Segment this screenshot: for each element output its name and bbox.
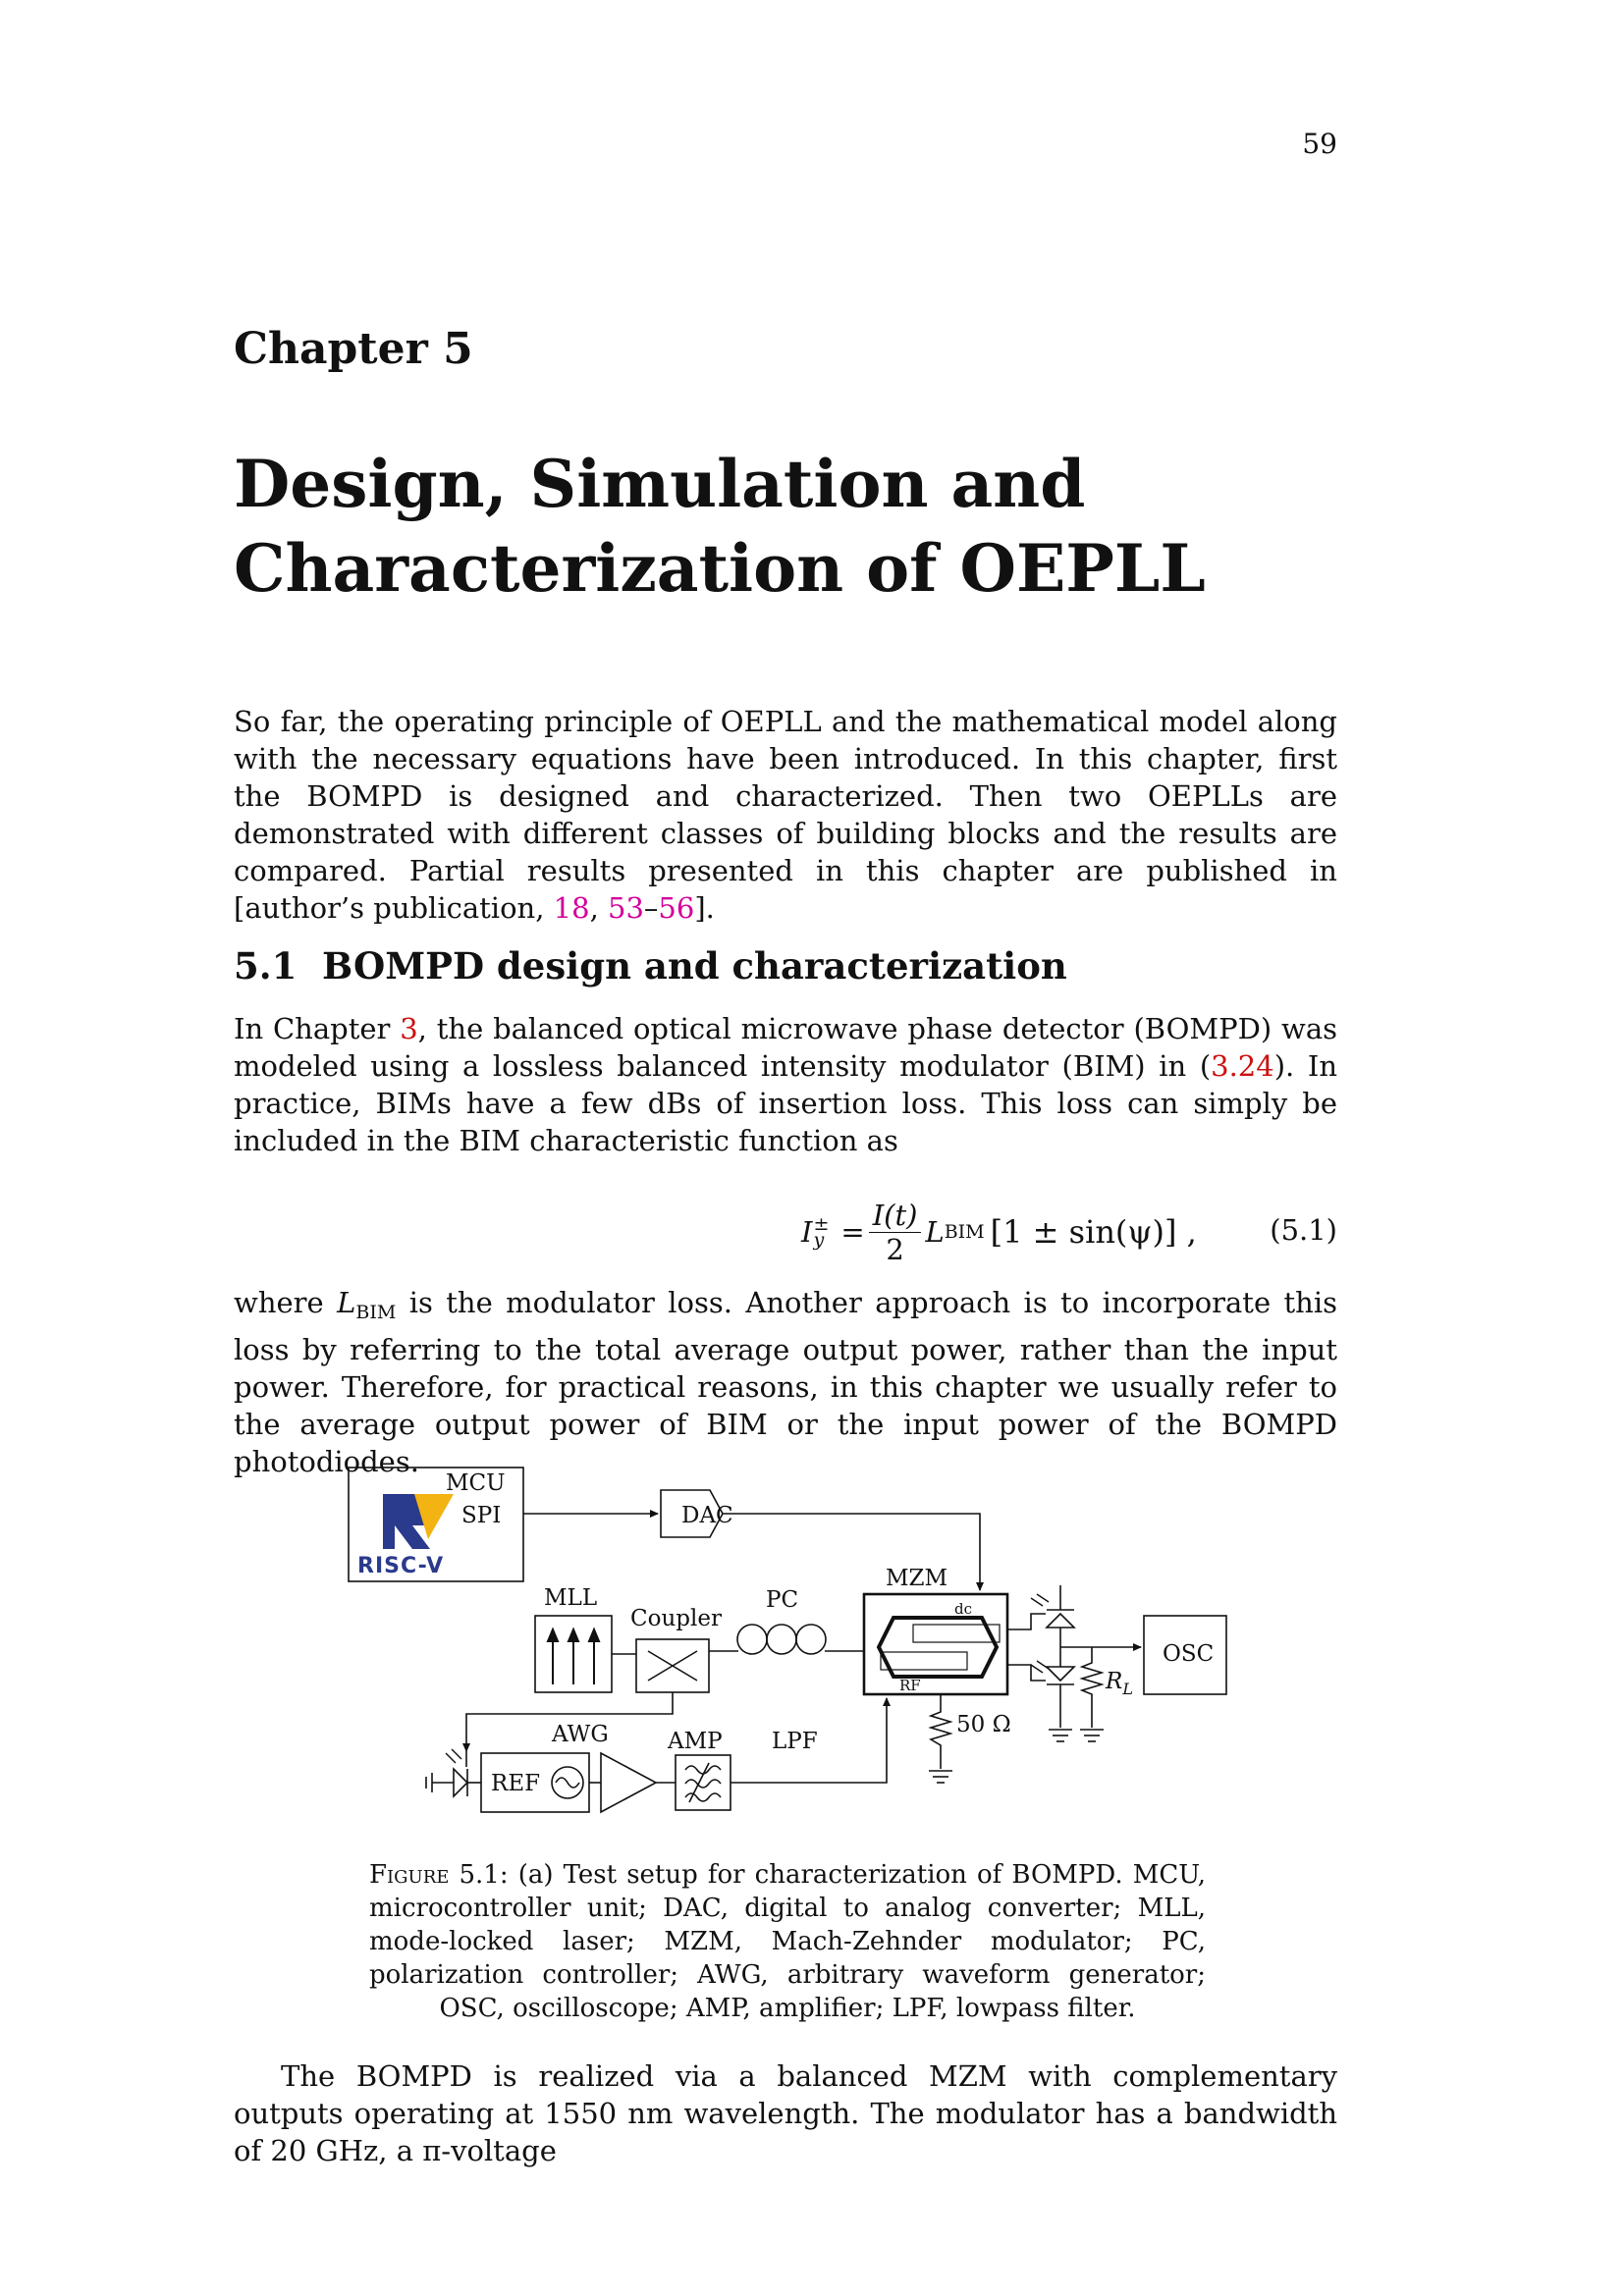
eq-equals: = xyxy=(840,1215,865,1249)
eq-lhs-sup: ± xyxy=(813,1213,830,1235)
intro-text: So far, the operating principle of OEPLL and the mathematical model along with the necessary equations have been introduced. In this chapter, first the BOMPD is designed and characterized. Then two OEPLLs are demonstrated with different classes of building blocks and the results are compared. Partial results presented in this chapter are published in [author’s publication, xyxy=(234,705,1337,925)
intro-separator: , xyxy=(589,891,608,925)
intro-end: ]. xyxy=(694,891,715,925)
citation-18[interactable]: 18 xyxy=(553,891,590,925)
label-spi: SPI xyxy=(461,1503,502,1528)
label-awg: AWG xyxy=(552,1722,609,1747)
figure-5-1 xyxy=(344,1463,1237,1855)
termination-resistor xyxy=(931,1694,950,1769)
equation-number: (5.1) xyxy=(1270,1213,1337,1247)
load-resistor xyxy=(1082,1647,1102,1728)
page-number: 59 xyxy=(1302,128,1337,160)
intro-dash: – xyxy=(643,891,659,925)
riscv-logo-text: RISC-V xyxy=(357,1554,445,1578)
section-title: BOMPD design and characterization xyxy=(322,944,1067,988)
para3-symbol: L xyxy=(337,1286,356,1319)
para2-text-b: , the balanced optical microwave phase detector (BOMPD) was modeled using a lossless balanced intensity modulator (BIM) in ( xyxy=(234,1012,1337,1083)
section-heading xyxy=(234,944,1067,988)
para4-text: The BOMPD is realized via a balanced MZM with complementary outputs operating at 1550 nm wavelength. The modulator has a bandwidth of 20 GHz, a π-voltage xyxy=(234,2059,1337,2167)
label-lpf: LPF xyxy=(772,1729,818,1754)
para2-text-a: In Chapter xyxy=(234,1012,401,1045)
mzm-block xyxy=(864,1594,1007,1694)
chapter-title-line-2: Characterization of OEPLL xyxy=(234,530,1206,607)
para3-text-a: where xyxy=(234,1286,338,1319)
test-setup-diagram xyxy=(344,1463,1237,1855)
label-rf: RF xyxy=(899,1677,921,1694)
para3-symbol-sub: BIM xyxy=(355,1302,397,1323)
para2-text-c: ). In practice, BIMs have a few dBs of insertion loss. This loss can simply be included in the BIM characteristic function as xyxy=(234,1049,1338,1157)
intro-paragraph xyxy=(234,703,1337,927)
eq-fraction xyxy=(869,1199,922,1266)
chapter-title xyxy=(234,442,1206,611)
label-mcu: MCU xyxy=(446,1470,506,1496)
equation-reference[interactable]: 3.24 xyxy=(1211,1049,1274,1083)
eq-bracket: [1 ± sin(ψ)] , xyxy=(990,1213,1197,1251)
label-amp: AMP xyxy=(668,1729,723,1754)
eq-lhs-sub: y xyxy=(813,1229,825,1251)
body-paragraph-3 xyxy=(234,2057,1337,2169)
caption-label: Figure 5.1: xyxy=(369,1860,509,1890)
section-number: 5.1 xyxy=(234,944,298,988)
label-rl: $R_L$ xyxy=(1106,1669,1133,1698)
label-mll: MLL xyxy=(544,1585,598,1611)
riscv-logo xyxy=(357,1494,454,1578)
label-dc: dc xyxy=(954,1600,973,1618)
eq-loss-sub: BIM xyxy=(944,1221,985,1243)
chapter-reference[interactable]: 3 xyxy=(400,1012,418,1045)
para3-text-b: is the modulator loss. Another approach is to incorporate this loss by referring to the total average output power, rather than the input power. Therefore, for practical reasons, in this chapter we usually refer to the average output power of BIM or the input power of the BOMPD photodiodes. xyxy=(234,1286,1337,1478)
label-pc: PC xyxy=(766,1587,799,1613)
photodiode-top xyxy=(1047,1614,1074,1628)
chapter-label: Chapter 5 xyxy=(234,324,473,374)
eq-lhs-symbol: I xyxy=(801,1215,813,1249)
photodiode-bottom xyxy=(1047,1667,1074,1681)
amp-block xyxy=(601,1753,656,1812)
label-50-ohm: 50 Ω xyxy=(956,1712,1011,1737)
label-dac: DAC xyxy=(681,1503,733,1528)
eq-denominator: 2 xyxy=(886,1232,904,1266)
ref-photodiode xyxy=(454,1769,467,1796)
eq-numerator: I(t) xyxy=(869,1199,922,1233)
citation-53[interactable]: 53 xyxy=(608,891,644,925)
chapter-title-line-1: Design, Simulation and xyxy=(234,446,1086,522)
pc-loop-1 xyxy=(737,1625,767,1654)
eq-loss-symbol: L xyxy=(925,1215,945,1249)
label-ref: REF xyxy=(491,1771,541,1796)
label-mzm: MZM xyxy=(886,1566,948,1591)
body-paragraph-2 xyxy=(234,1284,1337,1480)
figure-caption xyxy=(369,1858,1206,2025)
pc-loop-2 xyxy=(767,1625,796,1654)
mzm-interferometer xyxy=(879,1618,997,1677)
citation-56[interactable]: 56 xyxy=(658,891,695,925)
pc-loop-3 xyxy=(796,1625,826,1654)
equation-5-1 xyxy=(234,1188,1337,1276)
body-paragraph-1 xyxy=(234,1010,1337,1159)
label-coupler: Coupler xyxy=(630,1606,722,1631)
label-osc: OSC xyxy=(1163,1641,1215,1667)
caption-text: (a) Test setup for characterization of BOMPD. MCU, microcontroller unit; DAC, digital to analog converter; MLL, mode-locked laser; MZM, Mach-Zehnder modulator; PC, polarization controller; AWG, arbitrary waveform generator; OSC, oscilloscope; AMP, amplifier; LPF, lowpass filter. xyxy=(369,1860,1207,2023)
equation-body xyxy=(801,1188,1197,1276)
